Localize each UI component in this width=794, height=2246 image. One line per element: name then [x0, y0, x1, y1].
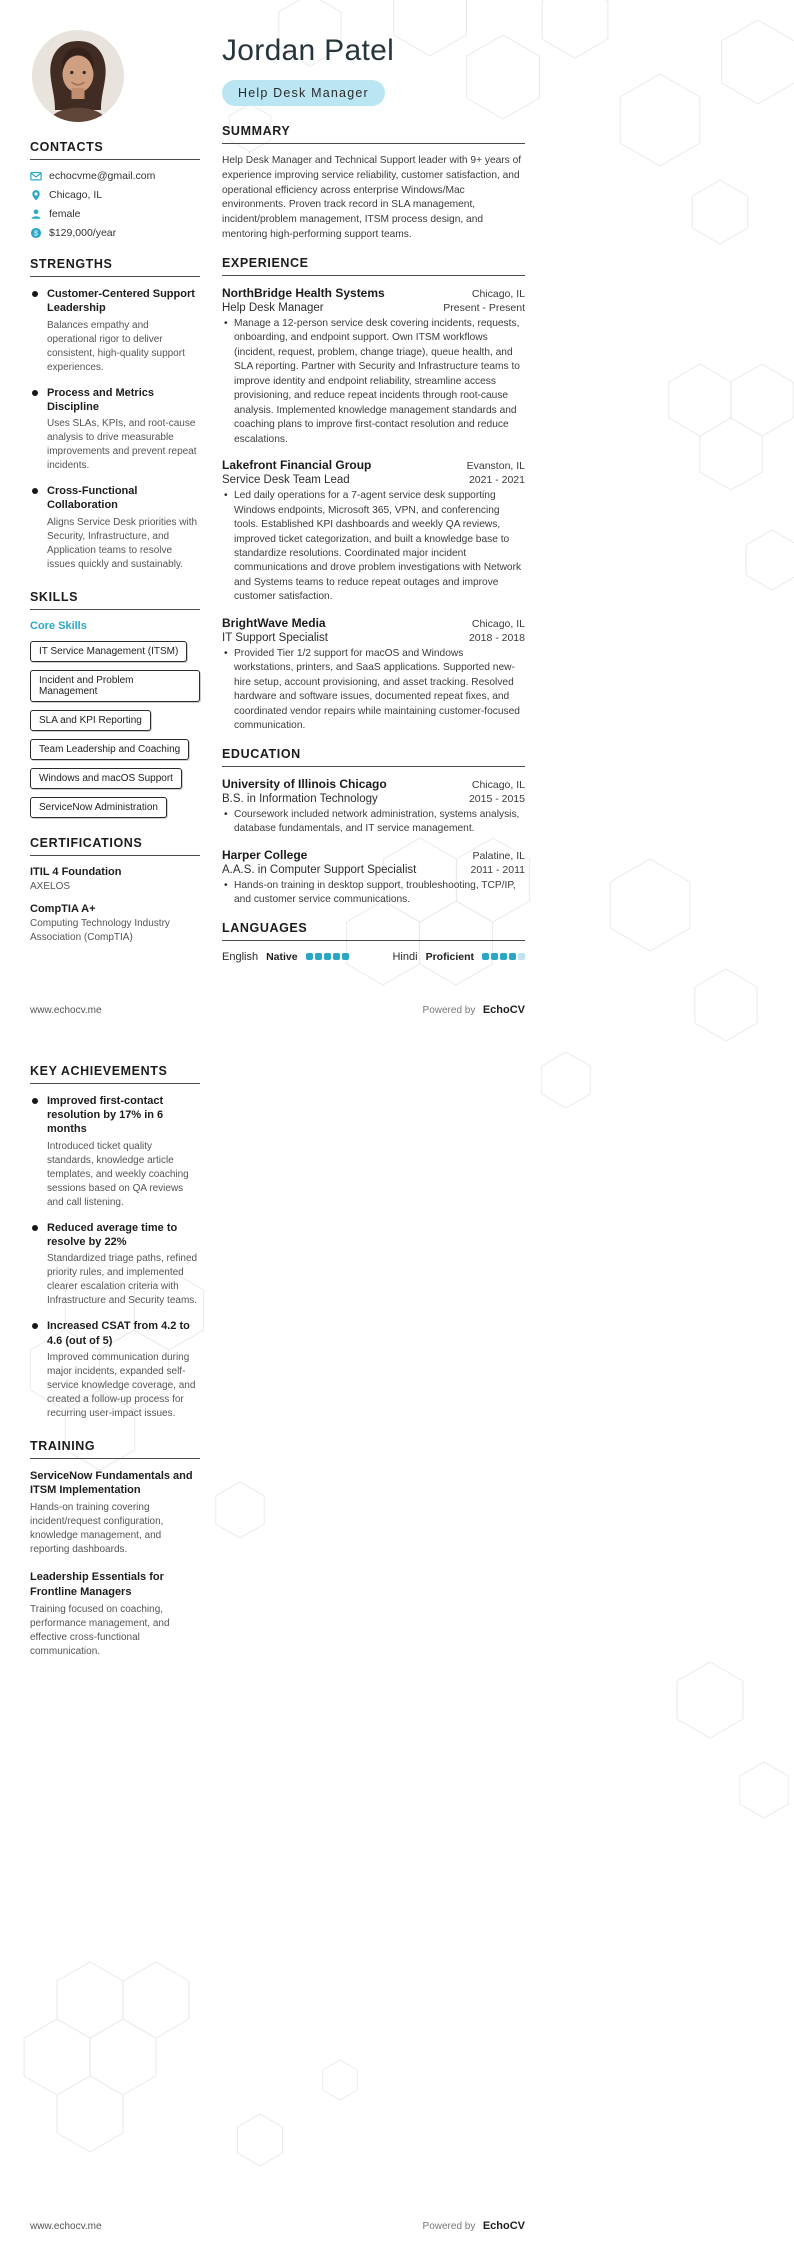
page-1 — [0, 0, 794, 1018]
strength-description: Aligns Service Desk priorities with Security, Infrastructure, and Application teams to resolve issues quickly and sustainably. — [47, 516, 198, 570]
contact-item-email — [30, 170, 200, 182]
job-title-badge: Help Desk Manager — [222, 80, 385, 106]
summary-text: Help Desk Manager and Technical Support leader with 9+ years of experience improving service reliability, customer satisfaction, and operational efficiency across enterprise Windows/Mac environments. Proven track record in SLA management, incident/problem management, ITSM process design, and mentoring high-performing support teams. — [222, 155, 522, 240]
job-bullet: • Led daily operations for a 7-agent service desk supporting Windows endpoints, Microsoft 365, VPN, and conferencing tools. Established KPI dashboards and weekly QA reviews, improved ticket categorization, and built a knowledge base to standardize resolutions. Coordinated major incident communications and drove problem investigations with Network and Systems teams to reduce repeat outages and improve customer satisfaction. — [224, 489, 525, 605]
achievement-description: Improved communication during major incidents, expanded self-service knowledge coverage, and created a follow-up process for recurring user-impact issues. — [47, 1351, 196, 1419]
rating-dot — [315, 953, 322, 960]
section-education — [222, 747, 525, 908]
contact-location-text: Chicago, IL — [49, 189, 103, 201]
bullet-dot — [32, 390, 38, 396]
contact-email-text: echocvme@gmail.com — [49, 170, 156, 182]
bullet-dot — [32, 488, 38, 494]
svg-text:$: $ — [34, 230, 38, 238]
section-languages — [222, 921, 525, 963]
certification-issuer: Computing Technology Industry Association (CompTIA) — [30, 918, 170, 943]
rating-dot — [482, 953, 489, 960]
section-experience — [222, 256, 525, 734]
certifications-heading: CERTIFICATIONS — [30, 836, 200, 856]
achievement-description: Standardized triage paths, refined priority rules, and implemented clearer escalation criteria with Infrastructure and Security teams. — [47, 1253, 198, 1307]
contact-gender-text: female — [49, 208, 81, 220]
experience-item — [222, 458, 525, 605]
language-rating-dots — [306, 953, 349, 960]
achievement-title: Reduced average time to resolve by 22% — [47, 1221, 178, 1248]
achievement-title: Improved first-contact resolution by 17% in 6 months — [47, 1094, 164, 1136]
footer-brand: EchoCV — [482, 2220, 525, 2232]
strength-title: Process and Metrics Discipline — [47, 386, 154, 413]
job-role: Service Desk Team Lead — [222, 474, 350, 487]
salary-icon — [30, 227, 42, 239]
language-name: English — [222, 950, 259, 963]
school-location: Palatine, IL — [472, 849, 525, 862]
footer-website: www.echocv.me — [30, 1004, 102, 1016]
training-heading: TRAINING — [30, 1439, 200, 1459]
job-dates: 2018 - 2018 — [468, 631, 525, 644]
section-summary — [222, 124, 525, 243]
rating-dot — [324, 953, 331, 960]
degree-name: A.A.S. in Computer Support Specialist — [222, 863, 417, 876]
language-rating-dots — [482, 953, 525, 960]
job-dates: 2021 - 2021 — [468, 474, 525, 487]
education-dates: 2011 - 2011 — [470, 863, 525, 876]
school-name: Harper College — [222, 847, 308, 862]
education-item — [222, 777, 525, 837]
strength-item — [30, 287, 200, 375]
strength-title: Customer-Centered Support Leadership — [47, 288, 195, 315]
section-skills — [30, 590, 200, 818]
experience-item — [222, 286, 525, 447]
language-level: Proficient — [425, 950, 474, 963]
strength-description: Uses SLAs, KPIs, and root-cause analysis to drive measurable improvements and prevent repeat incidents. — [47, 418, 197, 472]
avatar-illustration — [32, 30, 124, 122]
company-location: Evanston, IL — [466, 460, 525, 473]
location-icon — [30, 189, 42, 201]
language-name: Hindi — [392, 950, 418, 963]
company-name: NorthBridge Health Systems — [222, 285, 385, 300]
certification-issuer: AXELOS — [30, 880, 71, 892]
footer-powered-by: Powered by — [422, 1004, 476, 1016]
certification-name: CompTIA A+ — [30, 903, 96, 916]
school-name: University of Illinois Chicago — [222, 776, 387, 791]
job-bullet: • Provided Tier 1/2 support for macOS and Windows workstations, printers, and SaaS applications. Supported new-hire setup, account provisioning, and asset tracking. Resolved hardware and software issues, documented repeat fixes, and coordinated vendor repairs while maintaining customer-focused communication. — [224, 647, 525, 734]
education-dates: 2015 - 2015 — [468, 792, 525, 805]
education-item — [222, 848, 525, 908]
section-training — [30, 1439, 200, 1659]
contacts-heading: CONTACTS — [30, 140, 200, 160]
language-item — [222, 951, 349, 963]
achievement-description: Introduced ticket quality standards, knowledge article templates, and weekly coaching sessions based on QA reviews and call listening. — [47, 1140, 189, 1208]
footer-website: www.echocv.me — [30, 2221, 102, 2232]
person-icon — [30, 208, 42, 220]
bullet-dot — [32, 291, 38, 297]
achievement-title: Increased CSAT from 4.2 to 4.6 (out of 5) — [47, 1320, 190, 1347]
skill-chip: IT Service Management (ITSM) — [30, 641, 187, 662]
contact-item-gender — [30, 208, 200, 220]
language-level: Native — [266, 950, 298, 963]
skill-chip: Incident and Problem Management — [30, 670, 200, 702]
person-name: Jordan Patel — [222, 34, 395, 67]
achievement-item — [30, 1094, 200, 1210]
rating-dot — [333, 953, 340, 960]
certification-item — [30, 866, 200, 894]
section-strengths — [30, 257, 200, 572]
company-name: Lakefront Financial Group — [222, 458, 372, 473]
job-role: IT Support Specialist — [222, 631, 328, 644]
job-dates: Present - Present — [443, 301, 525, 314]
contact-item-salary — [30, 227, 200, 239]
company-name: BrightWave Media — [222, 615, 326, 630]
skill-chip: SLA and KPI Reporting — [30, 710, 151, 731]
training-description: Hands-on training covering incident/request configuration, knowledge management, and reporting dashboards. — [30, 1502, 164, 1556]
languages-heading: LANGUAGES — [222, 921, 525, 941]
rating-dot — [306, 953, 313, 960]
summary-heading: SUMMARY — [222, 124, 525, 144]
achievement-item — [30, 1221, 200, 1309]
rating-dot — [491, 953, 498, 960]
company-location: Chicago, IL — [471, 287, 525, 300]
sidebar — [30, 28, 200, 976]
experience-heading: EXPERIENCE — [222, 256, 525, 276]
email-icon — [30, 170, 42, 182]
skills-heading: SKILLS — [30, 590, 200, 610]
job-role: Help Desk Manager — [222, 301, 324, 314]
training-item — [30, 1469, 200, 1558]
training-description: Training focused on coaching, performance management, and effective cross-functional communication. — [30, 1604, 170, 1658]
achievement-item — [30, 1319, 200, 1421]
bullet-dot — [32, 1323, 38, 1329]
rating-dot — [518, 953, 525, 960]
contact-salary-text: $129,000/year — [49, 227, 117, 239]
training-title: Leadership Essentials for Frontline Managers — [30, 1571, 164, 1598]
page-2 — [0, 1018, 794, 1659]
section-key-achievements — [30, 1064, 200, 1421]
strength-description: Balances empathy and operational rigor to deliver consistent, high-quality support experiences. — [47, 319, 185, 373]
education-bullet: • Hands-on training in desktop support, troubleshooting, TCP/IP, and customer service communications. — [224, 879, 525, 908]
footer-powered-by: Powered by — [422, 2221, 476, 2232]
job-bullet: • Manage a 12-person service desk covering incidents, requests, onboarding, and endpoint support. Own ITSM workflows (incident, request, problem, change triage), queue health, and SLA reporting. Partner with Security and Infrastructure teams to improve identity and endpoint reliability, streamline access provisioning, and reduce repeat incidents through root-cause analysis. Implemented knowledge management standards and coaching plans to improve first-contact resolution and reduce escalations. — [224, 317, 525, 447]
footer-brand: EchoCV — [482, 1003, 525, 1016]
strength-item — [30, 484, 200, 572]
company-location: Chicago, IL — [471, 617, 525, 630]
experience-item — [222, 616, 525, 734]
rating-dot — [342, 953, 349, 960]
education-heading: EDUCATION — [222, 747, 525, 767]
contact-item-location — [30, 189, 200, 201]
page-footer — [30, 1000, 525, 1018]
school-location: Chicago, IL — [471, 778, 525, 791]
rating-dot — [500, 953, 507, 960]
skills-group-label: Core Skills — [30, 619, 87, 632]
key-achievements-heading: KEY ACHIEVEMENTS — [30, 1064, 200, 1084]
strength-item — [30, 386, 200, 474]
bullet-dot — [32, 1098, 38, 1104]
degree-name: B.S. in Information Technology — [222, 792, 378, 805]
main-column — [222, 28, 525, 976]
certification-item — [30, 903, 200, 944]
section-contacts — [30, 140, 200, 239]
certification-name: ITIL 4 Foundation — [30, 865, 122, 878]
bullet-dot — [32, 1225, 38, 1231]
skill-chip: Team Leadership and Coaching — [30, 739, 189, 760]
skill-chip: Windows and macOS Support — [30, 768, 182, 789]
strengths-heading: STRENGTHS — [30, 257, 200, 277]
rating-dot — [509, 953, 516, 960]
page-footer — [30, 2216, 525, 2234]
education-bullet: • Coursework included network administration, systems analysis, database fundamentals, and IT service management. — [224, 808, 525, 837]
language-item — [392, 951, 525, 963]
section-certifications — [30, 836, 200, 945]
strength-title: Cross-Functional Collaboration — [47, 485, 138, 512]
profile-photo — [32, 30, 124, 122]
skill-chip: ServiceNow Administration — [30, 797, 167, 818]
training-item — [30, 1570, 200, 1659]
training-title: ServiceNow Fundamentals and ITSM Implementation — [30, 1469, 193, 1497]
